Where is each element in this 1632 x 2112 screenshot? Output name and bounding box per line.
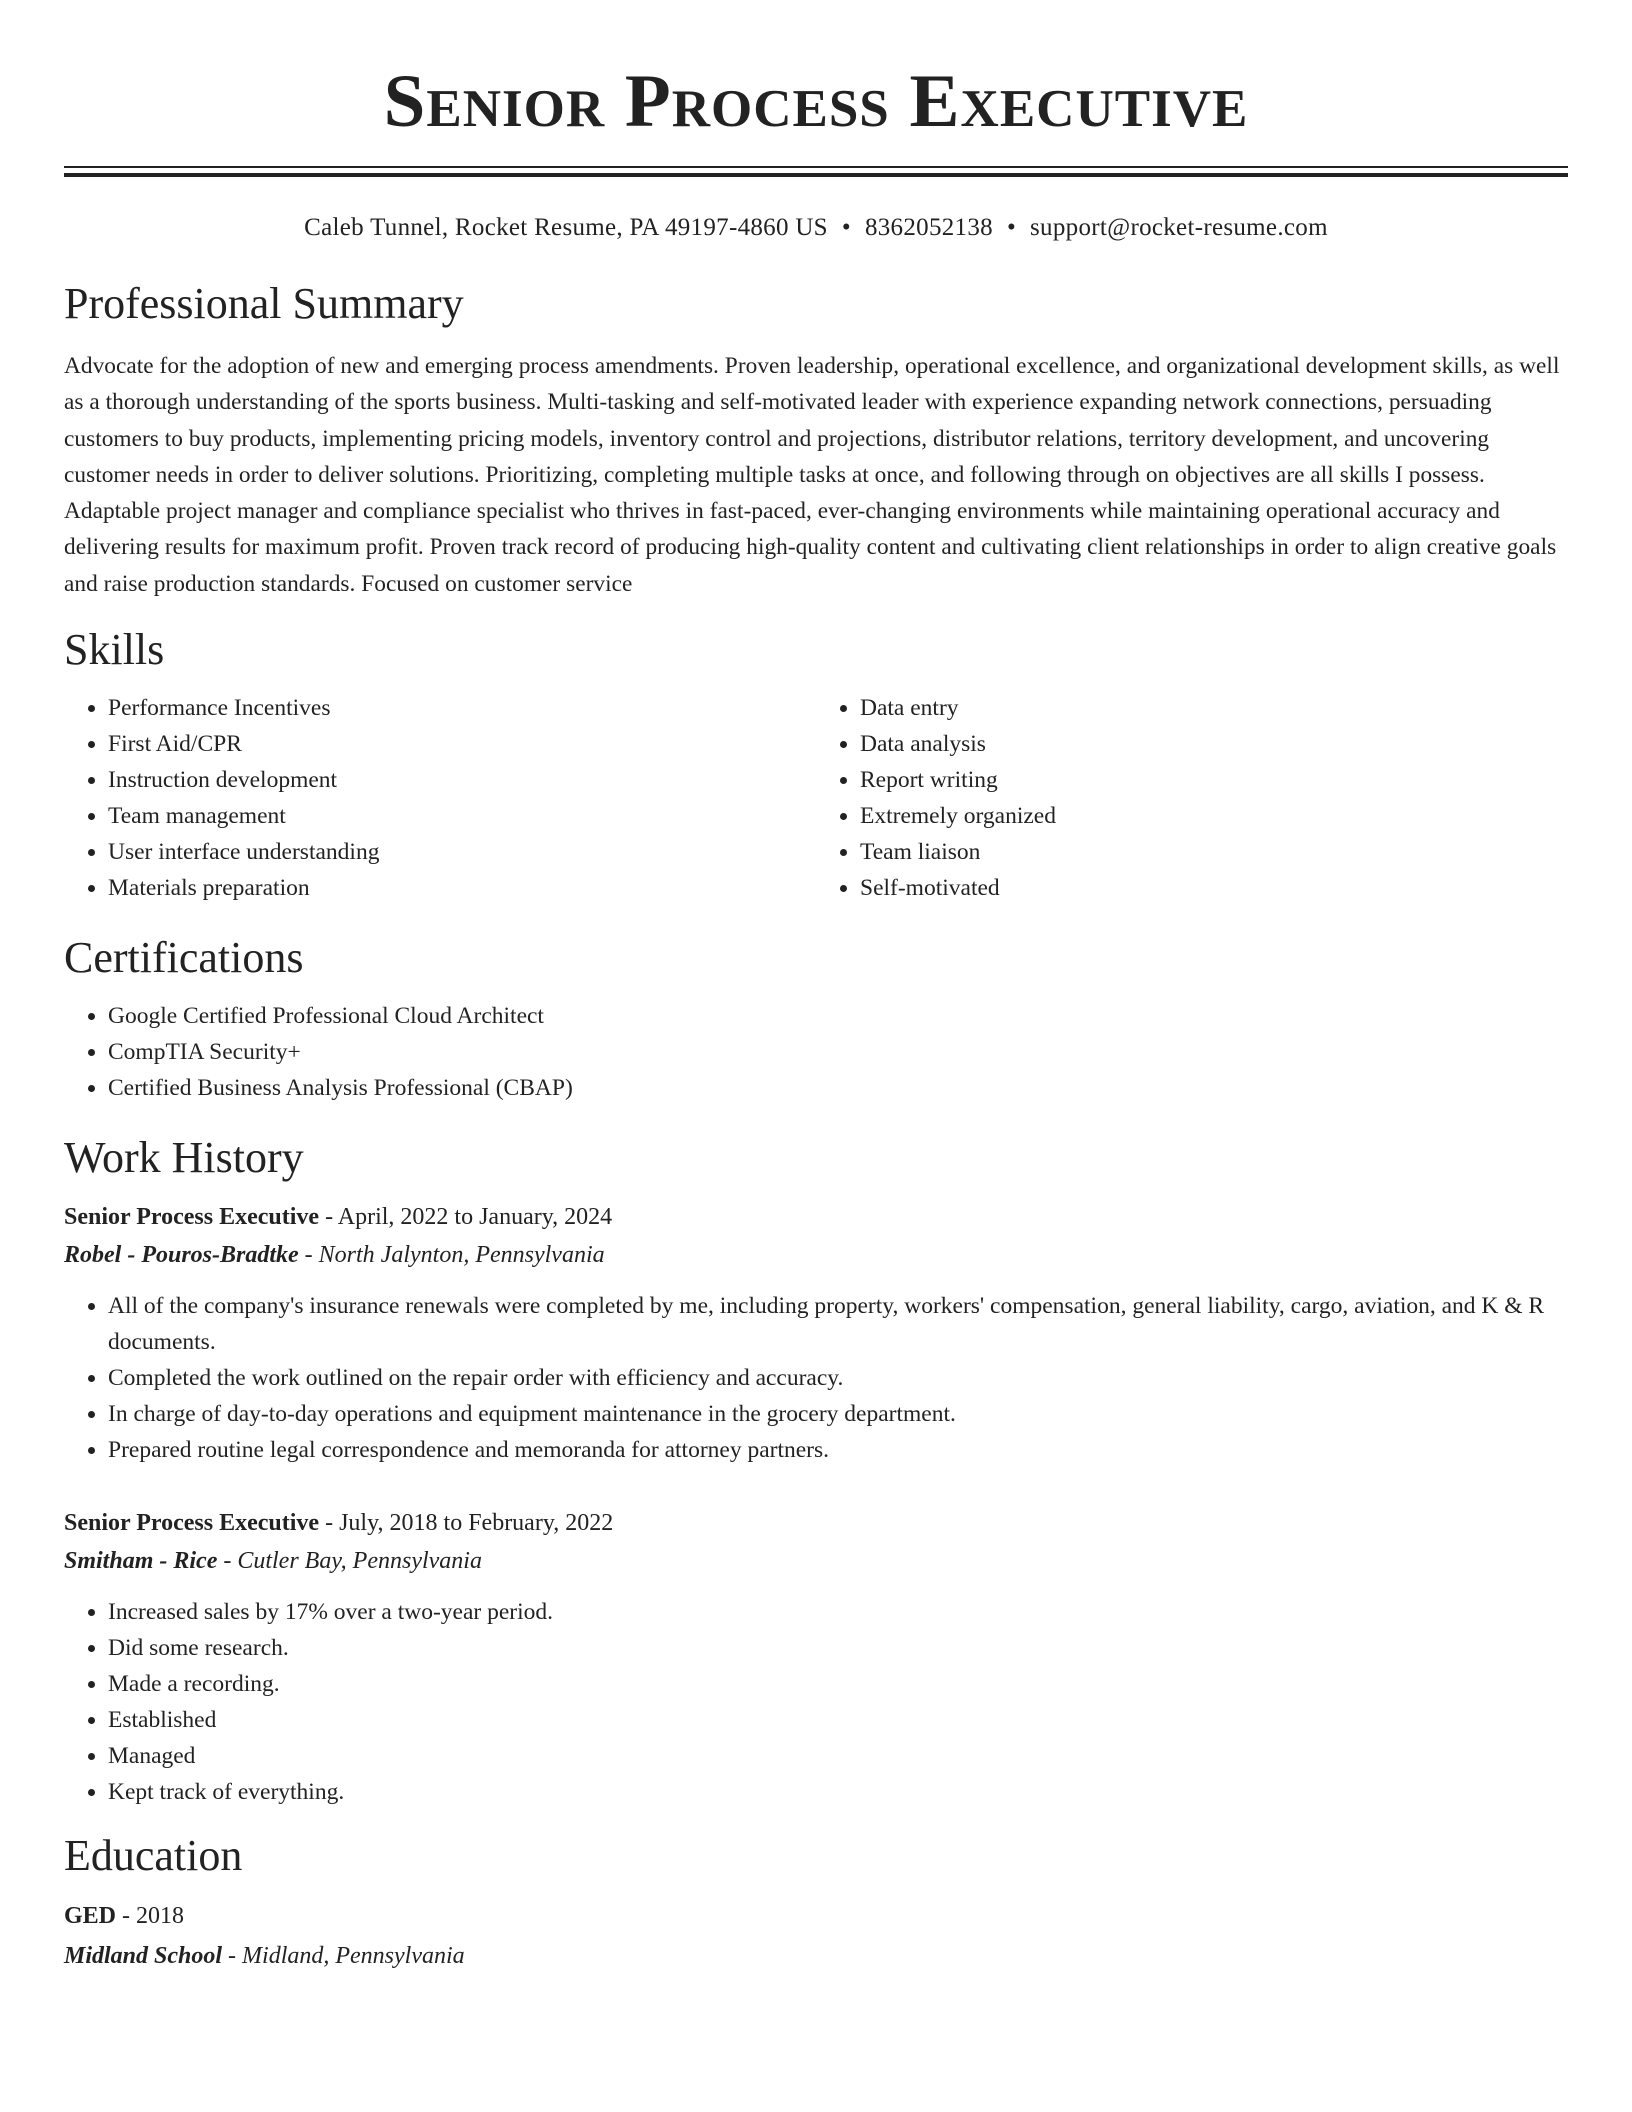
job-company-line bbox=[64, 1236, 1568, 1274]
job-bullet: • Made a recording. bbox=[108, 1666, 1568, 1702]
job-dates: - April, 2022 to January, 2024 bbox=[319, 1204, 613, 1231]
work-history-section bbox=[64, 1132, 1568, 1810]
contact-email[interactable]: support@rocket-resume.com bbox=[1030, 214, 1328, 241]
education-school: Midland School bbox=[64, 1943, 223, 1970]
skills-columns bbox=[64, 690, 1568, 906]
title-divider bbox=[64, 166, 1568, 176]
summary-text: Advocate for the adoption of new and emerging process amendments. Proven leadership, operational excellence, and organizational development skills, as well as a thorough understanding of the sports business. Multi-tasking and self-motivated leader with experience expanding network connections, persuading customers to buy products, implementing pricing models, inventory control and projections, distributor relations, territory development, and uncovering customer needs in order to deliver solutions. Prioritizing, completing multiple tasks at once, and following through on objectives are all skills I possess. Adaptable project manager and compliance specialist who thrives in fast-paced, ever-changing environments while maintaining operational accuracy and delivering results for maximum profit. Proven track record of producing high-quality content and cultivating client relationships in order to align creative goals and raise production standards. Focused on customer service bbox=[64, 353, 1560, 597]
job-bullets bbox=[64, 1594, 1568, 1810]
section-heading-summary: Professional Summary bbox=[64, 279, 464, 328]
job-company-line bbox=[64, 1542, 1568, 1580]
job-bullet: • All of the company's insurance renewals were completed by me, including property, workers' compensation, general liability, cargo, aviation, and K & R documents. bbox=[108, 1288, 1568, 1360]
certifications-list bbox=[64, 998, 1568, 1106]
education-degree-line bbox=[64, 1896, 1568, 1936]
education-location: - Midland, Pennsylvania bbox=[222, 1943, 465, 1970]
resume-title: Senior Process Executive bbox=[383, 60, 1249, 143]
skills-section bbox=[64, 624, 1568, 906]
job-bullets bbox=[64, 1288, 1568, 1468]
job-bullet: • Completed the work outlined on the repair order with efficiency and accuracy. bbox=[108, 1360, 1568, 1396]
certification-item: • Google Certified Professional Cloud Architect bbox=[108, 998, 1568, 1034]
skill-item: • Team management bbox=[108, 798, 816, 834]
job-dates: - July, 2018 to February, 2022 bbox=[319, 1510, 614, 1537]
skill-item: • Data entry bbox=[860, 690, 1568, 726]
section-heading-work-history: Work History bbox=[64, 1133, 304, 1183]
contact-phone: 8362052138 bbox=[864, 214, 993, 241]
summary-section bbox=[64, 278, 1568, 602]
skill-item: • Performance Incentives bbox=[108, 690, 816, 726]
job-bullet: • Increased sales by 17% over a two-year period. bbox=[108, 1594, 1568, 1630]
job-entry bbox=[64, 1504, 1568, 1810]
job-location: - North Jalynton, Pennsylvania bbox=[298, 1242, 605, 1269]
job-title: Senior Process Executive bbox=[64, 1510, 320, 1537]
skill-item: • First Aid/CPR bbox=[108, 726, 816, 762]
section-heading-certifications: Certifications bbox=[64, 933, 304, 983]
job-title: Senior Process Executive bbox=[64, 1204, 320, 1231]
job-bullet: • Established bbox=[108, 1702, 1568, 1738]
education-degree: GED bbox=[64, 1903, 117, 1930]
job-title-line bbox=[64, 1198, 1568, 1236]
job-bullet: • Prepared routine legal correspondence and memoranda for attorney partners. bbox=[108, 1432, 1568, 1468]
skills-list-left bbox=[64, 690, 816, 906]
skill-item: • User interface understanding bbox=[108, 834, 816, 870]
job-bullet: • Managed bbox=[108, 1738, 1568, 1774]
skill-item: • Data analysis bbox=[860, 726, 1568, 762]
skill-item: • Extremely organized bbox=[860, 798, 1568, 834]
contact-separator: • bbox=[841, 214, 851, 241]
education-section bbox=[64, 1830, 1568, 1976]
education-entry bbox=[64, 1896, 1568, 1976]
education-year: - 2018 bbox=[116, 1903, 185, 1930]
job-bullet: • In charge of day-to-day operations and equipment maintenance in the grocery department. bbox=[108, 1396, 1568, 1432]
job-company: Robel - Pouros-Bradtke bbox=[64, 1242, 299, 1269]
certifications-section bbox=[64, 932, 1568, 1106]
job-entry bbox=[64, 1198, 1568, 1468]
skill-item: • Report writing bbox=[860, 762, 1568, 798]
skill-item: • Self-motivated bbox=[860, 870, 1568, 906]
skills-list-right bbox=[816, 690, 1568, 906]
job-company: Smitham - Rice bbox=[64, 1548, 218, 1575]
skill-item: • Team liaison bbox=[860, 834, 1568, 870]
skill-item: • Instruction development bbox=[108, 762, 816, 798]
job-location: - Cutler Bay, Pennsylvania bbox=[217, 1548, 482, 1575]
certification-item: • CompTIA Security+ bbox=[108, 1034, 1568, 1070]
contact-address: Caleb Tunnel, Rocket Resume, PA 49197-4860 US bbox=[304, 214, 828, 241]
contact-separator: • bbox=[1006, 214, 1017, 241]
certification-item: • Certified Business Analysis Professional (CBAP) bbox=[108, 1070, 1568, 1106]
job-title-line bbox=[64, 1504, 1568, 1542]
job-bullet: • Did some research. bbox=[108, 1630, 1568, 1666]
job-bullet: • Kept track of everything. bbox=[108, 1774, 1568, 1810]
section-heading-education: Education bbox=[64, 1831, 243, 1881]
contact-line bbox=[64, 212, 1568, 244]
education-school-line bbox=[64, 1936, 1568, 1976]
skill-item: • Materials preparation bbox=[108, 870, 816, 906]
section-heading-skills: Skills bbox=[64, 625, 165, 675]
